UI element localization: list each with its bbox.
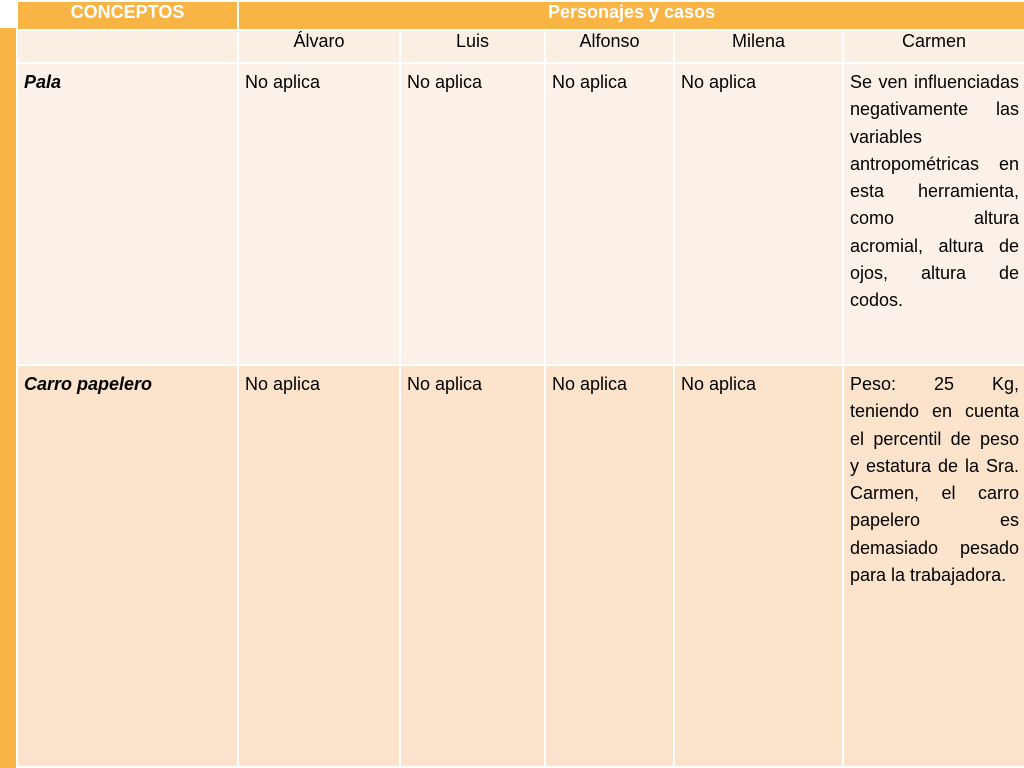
table-cell: No aplica [552,374,628,394]
carmen-cell: Peso: 25 Kg, teniendo en cuenta el percentil de peso y estatura de la Sra. Carmen, el carro papelero es demasiado pesado para la trabajadora. [850,374,1020,586]
concepts-table [16,0,1024,768]
empty-corner-cell [17,30,238,63]
table-cell: No aplica [552,72,628,92]
table-header-row [17,1,1024,30]
table-cell: No aplica [681,374,757,394]
concept-label: Carro papelero [24,374,153,394]
table-cell: No aplica [407,72,483,92]
table-cell: No aplica [681,72,757,92]
table-cell: No aplica [407,374,483,394]
carmen-cell: Se ven influenciadas negativamente las variables antropométricas en esta herramienta, como altura acromial, altura de ojos, altura de codos. [850,72,1020,311]
header-characters-group: Personajes y casos [238,1,1024,30]
concept-label: Pala [24,72,62,92]
table-cell: No aplica [245,374,321,394]
character-name: Álvaro [238,30,400,63]
header-concepts: CONCEPTOS [17,1,238,30]
character-name: Alfonso [545,30,674,63]
table-row [17,365,1024,767]
table-row [17,63,1024,365]
left-accent-bar [0,28,16,768]
character-name: Carmen [843,30,1024,63]
character-names-row [17,30,1024,63]
table-cell: No aplica [245,72,321,92]
character-name: Milena [674,30,843,63]
character-name: Luis [400,30,545,63]
